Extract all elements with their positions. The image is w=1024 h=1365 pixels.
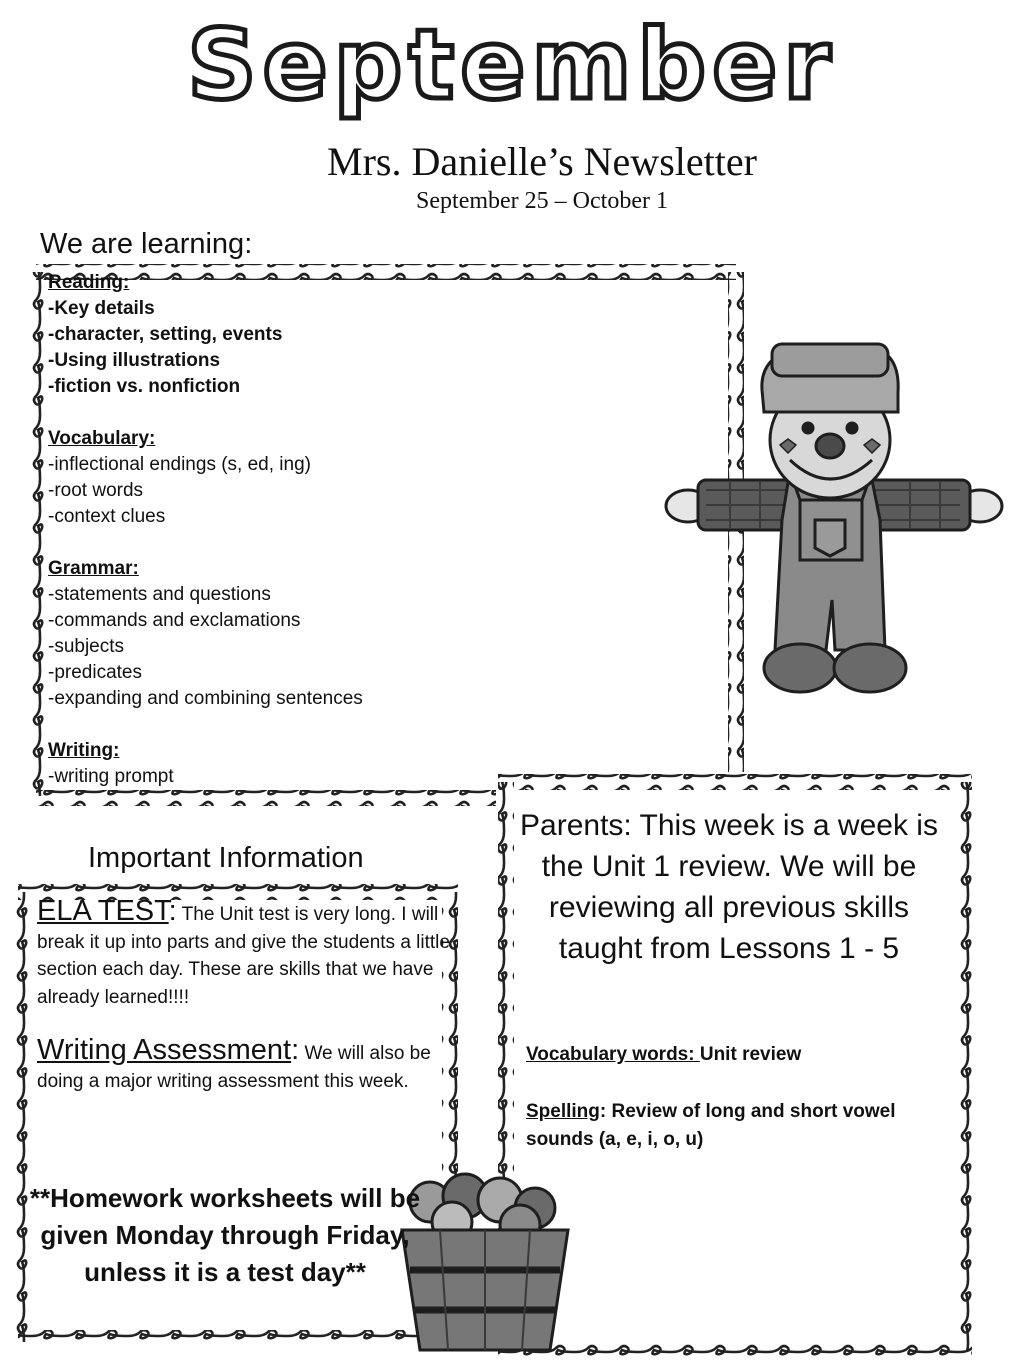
scarecrow-image — [666, 344, 1002, 692]
spacer — [48, 530, 708, 556]
homework-note: **Homework worksheets will be given Monday through Friday, unless it is a test day** — [29, 1183, 421, 1287]
spelling-value: : Review of long and short vowel sounds (a, e, i, o, u) — [526, 1101, 896, 1150]
reading-title: Reading: — [48, 272, 130, 293]
spelling-label: Spelling — [526, 1101, 600, 1122]
writing-colon: : — [291, 1034, 300, 1066]
writing-assessment-text: We will also be doing a major writing assessment this week. — [37, 1043, 431, 1092]
newsletter-title: Mrs. Danielle’s Newsletter — [327, 139, 757, 184]
list-item: -subjects — [48, 636, 125, 657]
date-range: September 25 – October 1 — [416, 188, 668, 214]
ela-test-title: ELA TEST — [37, 895, 169, 927]
spacer — [48, 712, 708, 738]
learning-list — [48, 270, 708, 790]
writing-title: Writing: — [48, 740, 120, 761]
spelling — [526, 1098, 946, 1154]
apple-basket-image — [402, 1174, 568, 1350]
list-item: -commands and exclamations — [48, 610, 301, 631]
important-info-text — [37, 895, 469, 1095]
vocab-value: Unit review — [699, 1044, 802, 1065]
list-item: -context clues — [48, 506, 166, 527]
list-item: -Using illustrations — [48, 350, 221, 371]
vocabulary-title: Vocabulary: — [48, 428, 156, 449]
list-item: -root words — [48, 480, 144, 501]
list-item: -fiction vs. nonfiction — [48, 376, 241, 397]
learning-heading: We are learning: — [40, 228, 253, 260]
list-item: -inflectional endings (s, ed, ing) — [48, 454, 311, 475]
list-item: -expanding and combining sentences — [48, 688, 363, 709]
vocabulary-words — [526, 1044, 946, 1066]
list-item: -Key details — [48, 298, 155, 319]
list-item: -predicates — [48, 662, 142, 683]
month-title: September — [187, 9, 837, 121]
grammar-title: Grammar: — [48, 558, 139, 579]
list-item: -statements and questions — [48, 584, 271, 605]
writing-assessment-title: Writing Assessment — [37, 1034, 292, 1066]
parents-message: Parents: This week is a week is the Unit 1 review. We will be reviewing all previous skills taught from Lessons 1 - 5 — [520, 809, 938, 965]
ela-colon: : — [168, 895, 177, 927]
vocab-label: Vocabulary words: — [526, 1044, 700, 1065]
spacer — [48, 400, 708, 426]
list-item: -character, setting, events — [48, 324, 283, 345]
important-heading: Important Information — [88, 842, 364, 874]
ela-test-text: The Unit test is very long. I will break it up into parts and give the students a little section each day. These are skills that we have already learned!!!! — [37, 904, 450, 1008]
list-item: -writing prompt — [48, 766, 174, 787]
